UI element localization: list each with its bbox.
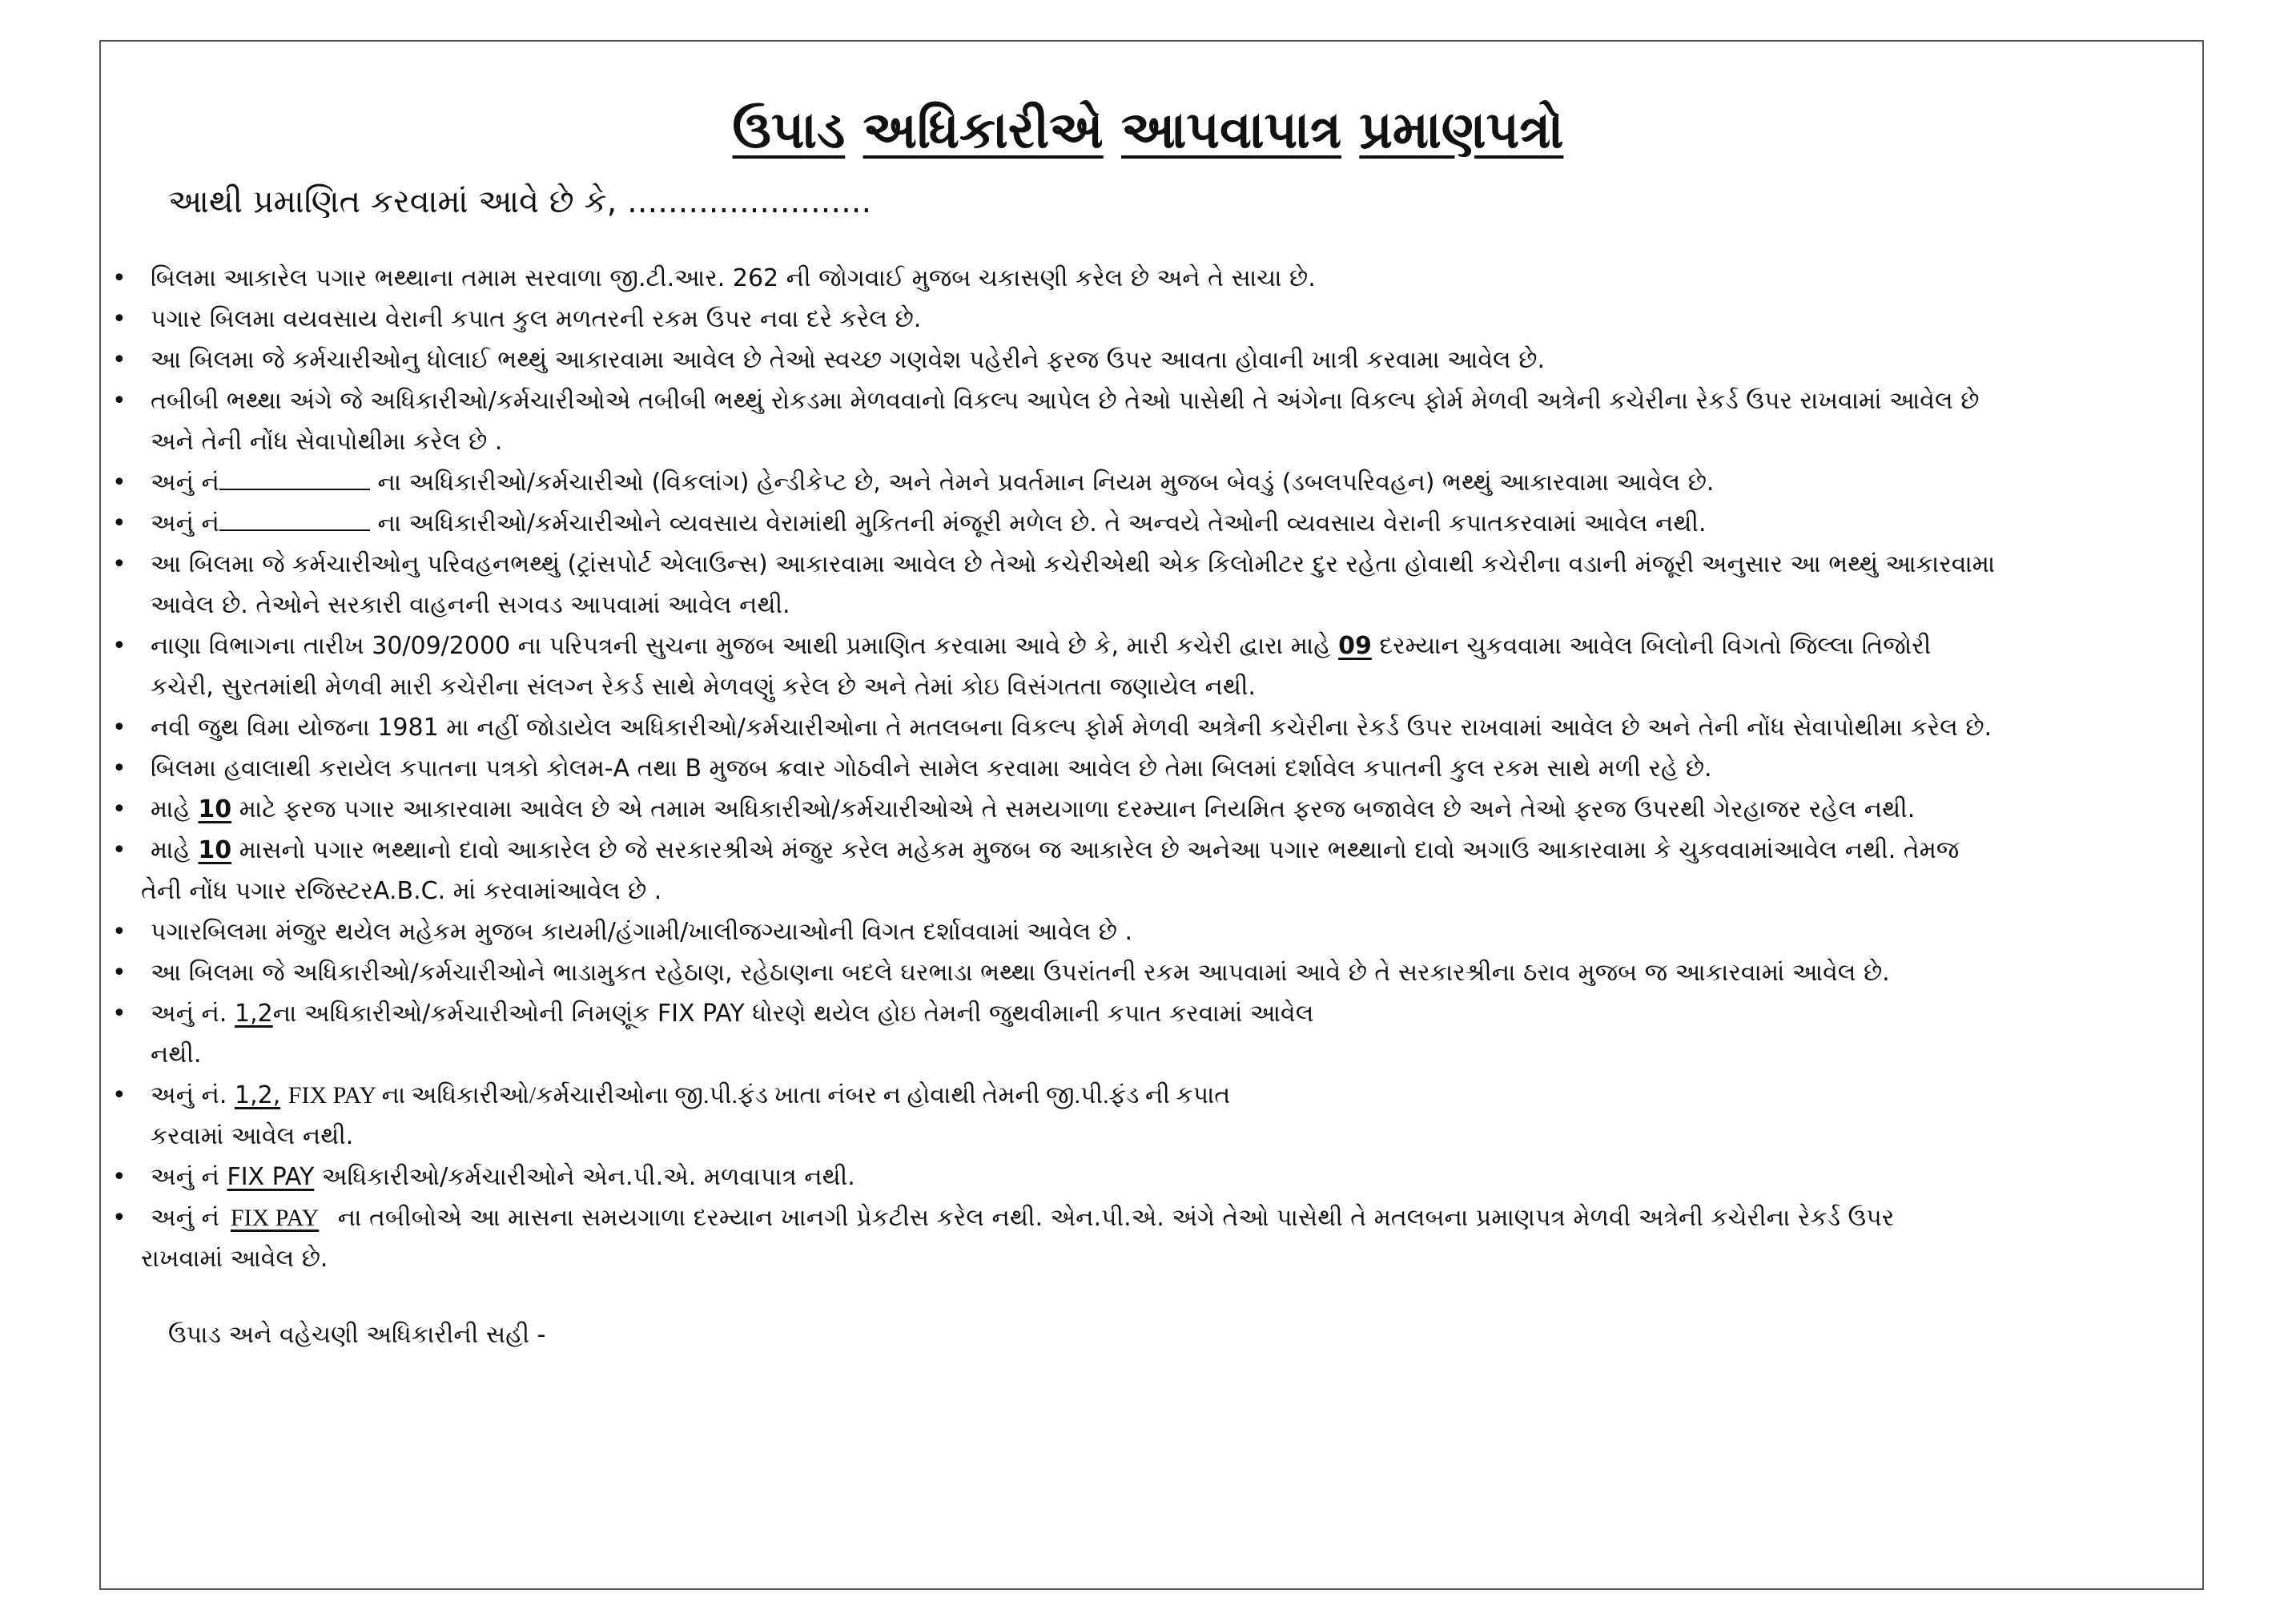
month-number: 09 — [1338, 632, 1372, 660]
title-word-2: અધિકારીએ — [863, 101, 1104, 160]
list-item — [112, 748, 2130, 789]
item-text-part: દરમ્યાન ચુકવવામા આવેલ બિલોની વિગતો જિલ્લા તિજોરી — [1379, 632, 1932, 660]
item-suffix: અધિકારીઓ/કર્મચારીઓને એન.પી.એ. મળવાપાત્ર નથી. — [321, 1163, 855, 1191]
item-suffix: FIX PAY ના અધિકારીઓ/કર્મચારીઓના જી.પી.ફંડ ખાતા નંબર ન હોવાથી તેમની જી.પી.ફંડ ની કપાત — [288, 1082, 1231, 1109]
certificate-list — [112, 258, 2130, 1279]
list-item — [112, 544, 2130, 626]
item-text: • આ બિલમા જે કર્મચારીઓનુ ધોલાઈ ભથ્થું આકારવામા આવેલ છે તેઓ સ્વચ્છ ગણવેશ પહેરીને ફરજ ઉપર આવતા હોવાની ખાત્રી કરવામા આવેલ છે. — [151, 346, 1545, 374]
item-text: • આ બિલમા જે અધિકારીઓ/કર્મચારીઓને ભાડામુકત રહેઠાણ, રહેઠાણના બદલે ઘરભાડા ભથ્થા ઉપરાંતની રકમ આપવામાં આવે છે તે સરકારશ્રીના ઠરાવ મુજબ જ આકારવામાં આવેલ છે. — [151, 959, 1890, 987]
item-suffix: ના તબીબોએ આ માસના સમયગાળા દરમ્યાન ખાનગી પ્રેકટીસ કરેલ નથી. એન.પી.એ. અંગે તેઓ પાસેથી તે મતલબના પ્રમાણપત્ર મેળવી અત્રેની કચેરીના રેકર્ડ ઉપર — [337, 1204, 1895, 1232]
list-item — [112, 830, 2130, 912]
page-title — [0, 100, 2296, 162]
item-text: • નવી જુથ વિમા યોજના 1981 મા નહીં જોડાયેલ અધિકારીઓ/કર્મચારીઓના તે મતલબના વિકલ્પ ફોર્મ મેળવી અત્રેની કચેરીના રેકર્ડ ઉપર રાખવામાં આવેલ છે અને તેની નોંધ સેવાપોથીમા કરેલ છે. — [151, 714, 1992, 742]
item-suffix: ના અધિકારીઓ/કર્મચારીઓને વ્યવસાય વેરામાંથી મુકિતની મંજૂરી મળેલ છે. તે અન્વયે તેઓની વ્યવસાય વેરાની કપાતકરવામાં આવેલ નથી. — [377, 509, 1707, 537]
item-prefix: અનું નં — [151, 469, 219, 497]
item-prefix: અનું નં. — [151, 1081, 227, 1109]
pay-type-fill: FIX PAY — [227, 1163, 315, 1191]
employee-numbers: 1,2, — [234, 1081, 281, 1109]
list-item — [112, 380, 2130, 462]
list-item — [112, 707, 2130, 748]
item-prefix: અનું નં — [151, 1204, 219, 1232]
list-item — [112, 503, 2130, 544]
list-item — [112, 993, 2130, 1075]
list-item — [112, 952, 2130, 993]
item-text — [151, 626, 2130, 666]
item-text — [151, 993, 2130, 1034]
list-item — [112, 340, 2130, 380]
list-item — [112, 1075, 2130, 1157]
item-text — [151, 503, 2130, 544]
item-text — [151, 1157, 2130, 1197]
fill-in-blank — [219, 507, 370, 531]
item-suffix: માસનો પગાર ભથ્થાનો દાવો આકારેલ છે જે સરકારશ્રીએ મંજુર કરેલ મહેકમ મુજબ જ આકારેલ છે અનેઆ પગાર ભથ્થાનો દાવો અગાઉ આકારવામા કે ચુકવવામાંઆવેલ નથી. તેમજ — [239, 836, 1960, 864]
list-item — [112, 462, 2130, 503]
item-text: • બિલમા હવાલાથી કરાયેલ કપાતના પત્રકો કોલમ-A તથા B મુજબ ક્રવાર ગોઠવીને સામેલ કરવામા આવેલ છે તેમા બિલમાં દર્શાવેલ કપાતની કુલ રકમ સાથે મળી રહે છે. — [151, 755, 1712, 783]
title-word-3: આપવાપાત્ર — [1121, 101, 1342, 160]
item-prefix: માહે — [151, 795, 191, 823]
item-text-continued: કચેરી, સુરતમાંથી મેળવી મારી કચેરીના સંલગ્ન રેકર્ડ સાથે મેળવણું કરેલ છે અને તેમાં કોઇ વિસંગતતા જણાયેલ નથી. — [151, 673, 1256, 701]
item-text: • પગારબિલમા મંજુર થયેલ મહેકમ મુજબ કાયમી/હંગામી/ખાલીજગ્યાઓની વિગત દર્શાવવામાં આવેલ છે . — [151, 918, 1132, 946]
list-item — [112, 626, 2130, 707]
item-suffix: ના અધિકારીઓ/કર્મચારીઓની નિમણૂંક FIX PAY ધોરણે થયેલ હોઇ તેમની જુથવીમાની કપાત કરવામાં આવેલ — [272, 1000, 1314, 1028]
item-text-continued: રાખવામાં આવેલ છે. — [141, 1245, 328, 1273]
item-suffix: માટે ફરજ પગાર આકારવામા આવેલ છે એ તમામ અધિકારીઓ/કર્મચારીઓએ તે સમયગાળા દરમ્યાન નિયમિત ફરજ બજાવેલ છે અને તેઓ ફરજ ઉપરથી ગેરહાજર રહેલ નથી. — [239, 795, 1916, 823]
employee-numbers: 1,2 — [234, 1000, 273, 1028]
item-text — [151, 830, 2130, 871]
item-text — [151, 789, 2130, 830]
month-number: 10 — [198, 795, 232, 823]
item-text-part: નાણા વિભાગના તારીખ 30/09/2000 ના પરિપત્રની સુચના મુજબ આથી પ્રમાણિત કરવામા આવે છે કે, મારી કચેરી દ્વારા માહે — [151, 632, 1331, 660]
item-text-continued: આવેલ છે. તેઓને સરકારી વાહનની સગવડ આપવામાં આવેલ નથી. — [151, 591, 790, 619]
item-text-continued: કરવામાં આવેલ નથી. — [151, 1122, 354, 1150]
list-item — [112, 299, 2130, 340]
item-text — [151, 1075, 2130, 1116]
fill-in-blank — [219, 466, 370, 490]
item-text-continued: તેની નોંધ પગાર રજિસ્ટરA.B.C. માં કરવામાંઆવેલ છે . — [141, 877, 662, 905]
list-item — [112, 258, 2130, 299]
signature-line: ઉપાડ અને વહેચણી અધિકારીની સહી - — [168, 1321, 546, 1349]
intro-statement: આથી પ્રમાણિત કરવામાં આવે છે કે, ........................ — [168, 183, 872, 220]
item-text — [151, 462, 2130, 503]
item-text-continued: અને તેની નોંધ સેવાપોથીમા કરેલ છે . — [151, 428, 503, 456]
item-prefix: અનું નં — [151, 509, 219, 537]
title-word-4: પ્રમાણપત્રો — [1359, 101, 1564, 160]
item-text: • આ બિલમા જે કર્મચારીઓનુ પરિવહનભથ્થું (ટ્રાંસપોર્ટ એલાઉન્સ) આકારવામા આવેલ છે તેઓ કચેરીએથી એક કિલોમીટર દુર રહેતા હોવાથી કચેરીના વડાની મંજૂરી અનુસાર આ ભથ્થું આકારવામા — [151, 550, 1996, 578]
item-text: • બિલમા આકારેલ પગાર ભથ્થાના તમામ સરવાળા જી.ટી.આર. 262 ની જોગવાઈ મુજબ ચકાસણી કરેલ છે અને તે સાચા છે. — [151, 264, 1316, 292]
list-item — [112, 912, 2130, 952]
title-word-1: ઉપાડ — [732, 101, 846, 160]
item-suffix: ના અધિકારીઓ/કર્મચારીઓ (વિકલાંગ) હેન્ડીકેપ્ટ છે, અને તેમને પ્રવર્તમાન નિયમ મુજબ બેવડું (ડબલપરિવહન) ભથ્થું આકારવામા આવેલ છે. — [377, 469, 1715, 497]
list-item — [112, 1157, 2130, 1197]
list-item — [112, 1197, 2130, 1279]
item-text: • તબીબી ભથ્થા અંગે જે અધિકારીઓ/કર્મચારીઓએ તબીબી ભથ્થું રોકડમા મેળવવાનો વિકલ્પ આપેલ છે તેઓ પાસેથી તે અંગેના વિકલ્પ ફોર્મ મેળવી અત્રેની કચેરીના રેકર્ડ ઉપર રાખવામાં આવેલ છે — [151, 387, 1980, 415]
item-text-continued: નથી. — [151, 1040, 202, 1069]
item-prefix: અનું નં. — [151, 1000, 227, 1028]
list-item — [112, 789, 2130, 830]
item-prefix: માહે — [151, 836, 191, 864]
pay-type-fill: FIX PAY — [230, 1205, 320, 1231]
month-number: 10 — [198, 836, 232, 864]
item-text: • પગાર બિલમા વયવસાય વેરાની કપાત કુલ મળતરની રકમ ઉપર નવા દરે કરેલ છે. — [151, 305, 922, 333]
item-text — [151, 1197, 2130, 1238]
item-prefix: અનું નં — [151, 1163, 219, 1191]
